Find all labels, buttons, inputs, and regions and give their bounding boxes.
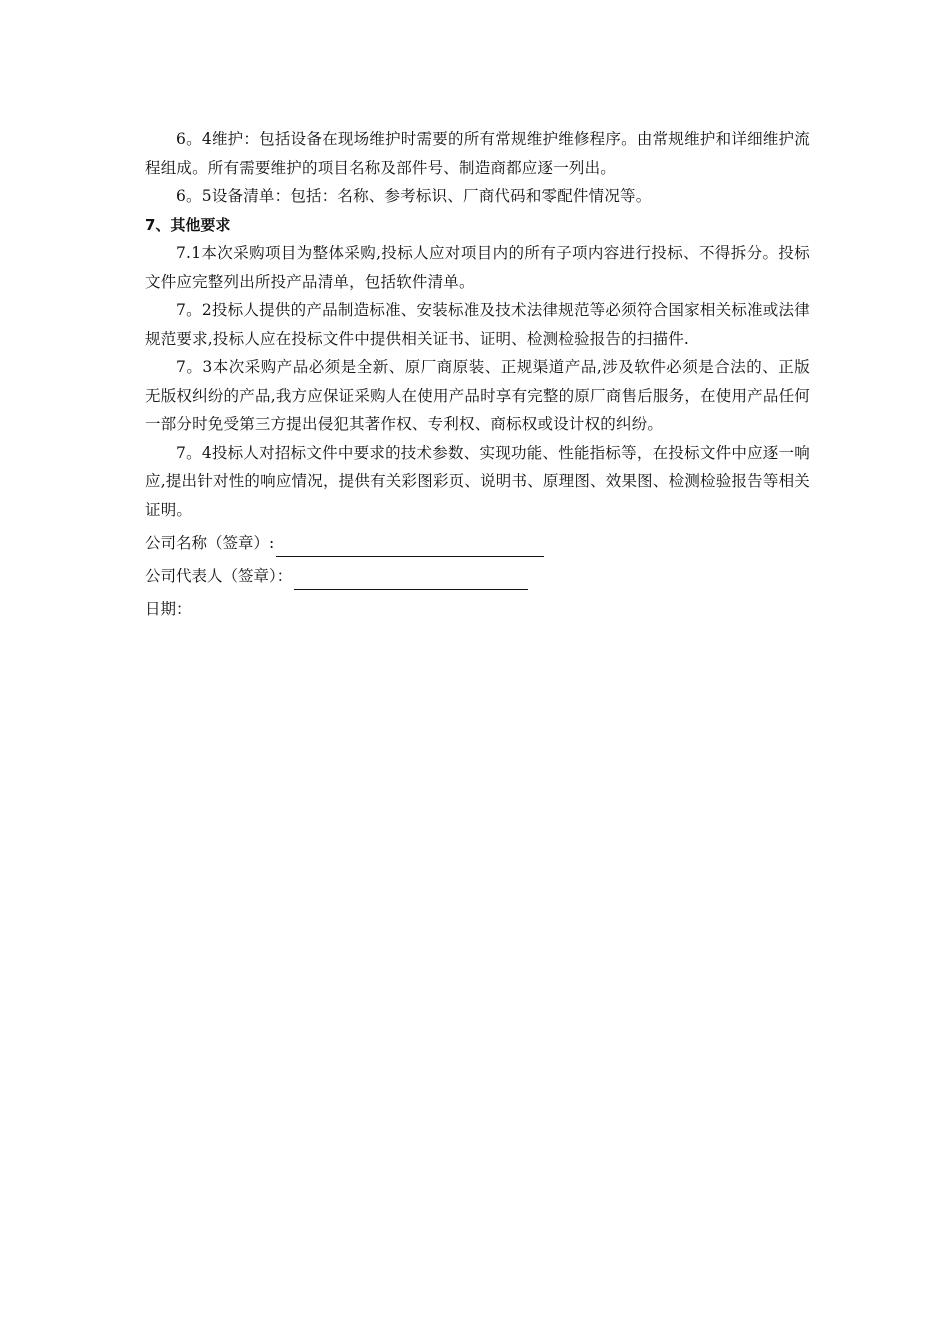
paragraph-7-3: 7。3本次采购产品必须是全新、原厂商原装、正规渠道产品,涉及软件必须是合法的、正版无版权纠纷的产品,我方应保证采购人在使用产品时享有完整的原厂商售后服务，在使用产品任何一部分时免受第三方提出侵犯其著作权、专利权、商标权或设计权的纠纷。 — [145, 358, 810, 433]
representative-label: 公司代表人（签章）： — [145, 566, 293, 585]
company-name-label: 公司名称（签章）: — [145, 533, 275, 552]
paragraph-6-4: 6。4维护：包括设备在现场维护时需要的所有常规维护维修程序。由常规维护和详细维护流程组成。所有需要维护的项目名称及部件号、制造商都应逐一列出。 — [145, 130, 810, 177]
section-heading-7: 7、其他要求 — [145, 215, 231, 234]
date-row — [145, 590, 810, 623]
date-label: 日期： — [145, 599, 192, 618]
paragraph-7-1: 7.1本次采购项目为整体采购,投标人应对项目内的所有子项内容进行投标、不得拆分。投标文件应完整列出所投产品清单，包括软件清单。 — [145, 244, 810, 291]
document-body — [145, 125, 810, 623]
company-signature-row — [145, 524, 810, 557]
paragraph-7-2: 7。2投标人提供的产品制造标准、安装标准及技术法律规范等必须符合国家相关标准或法律规范要求,投标人应在投标文件中提供相关证书、证明、检测检验报告的扫描件. — [145, 301, 810, 348]
representative-signature-line — [294, 571, 528, 590]
representative-signature-row — [145, 557, 810, 590]
paragraph-7-4: 7。4投标人对招标文件中要求的技术参数、实现功能、性能指标等，在投标文件中应逐一响应,提出针对性的响应情况，提供有关彩图彩页、说明书、原理图、效果图、检测检验报告等相关证明。 — [145, 443, 810, 519]
paragraph-6-5: 6。5设备清单：包括：名称、参考标识、厂商代码和零配件情况等。 — [176, 187, 652, 205]
company-signature-line — [276, 538, 544, 557]
